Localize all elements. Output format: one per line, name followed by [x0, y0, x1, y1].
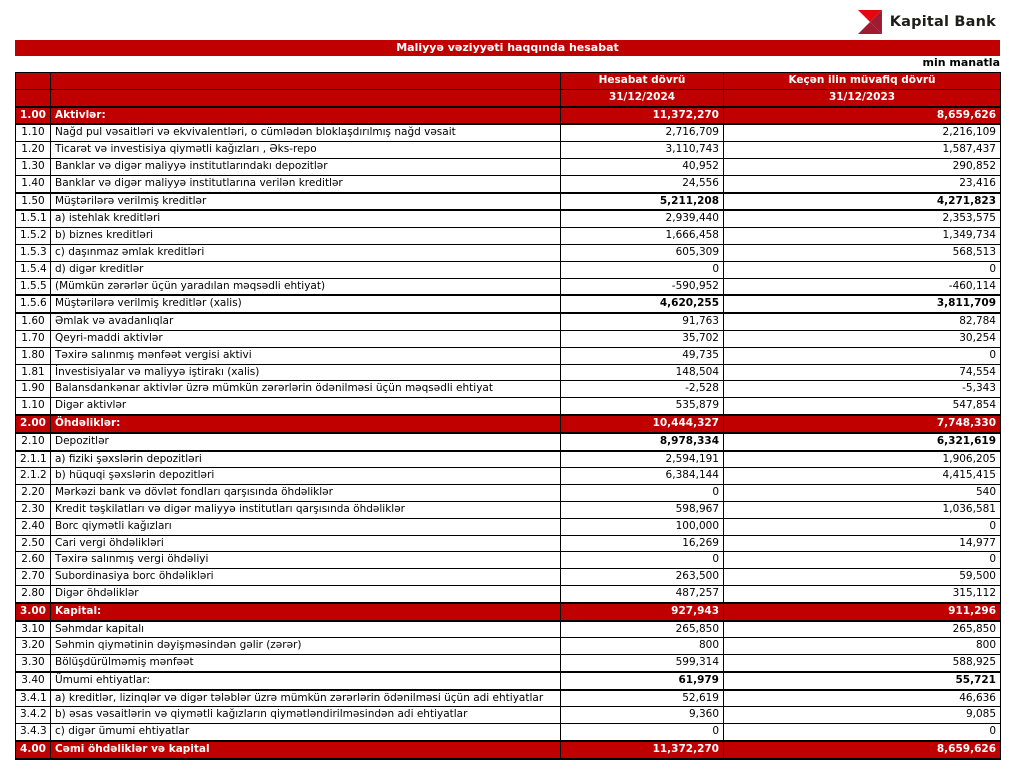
table-row [16, 707, 1001, 724]
row-label: Kapital: [51, 603, 561, 621]
row-number: 1.5.4 [16, 261, 51, 278]
row-value-previous: 23,416 [724, 175, 1001, 192]
table-row [16, 210, 1001, 227]
row-value-current: 0 [561, 552, 724, 569]
row-number: 2.1.2 [16, 468, 51, 485]
row-value-previous: 1,349,734 [724, 228, 1001, 245]
row-value-current: 598,967 [561, 501, 724, 518]
row-label: Mərkəzi bank və dövlət fondları qarşısında öhdəliklər [51, 485, 561, 502]
row-label: Digər öhdəliklər [51, 585, 561, 602]
row-number: 2.80 [16, 585, 51, 602]
row-value-current: 6,384,144 [561, 468, 724, 485]
header-empty-num [16, 73, 51, 90]
row-value-previous: 800 [724, 638, 1001, 655]
row-value-current: 800 [561, 638, 724, 655]
row-number: 3.20 [16, 638, 51, 655]
row-number: 2.00 [16, 415, 51, 433]
row-number: 1.5.3 [16, 244, 51, 261]
row-value-current: 4,620,255 [561, 295, 724, 313]
row-value-current: 927,943 [561, 603, 724, 621]
col-header-current-period: Hesabat dövrü [561, 73, 724, 90]
table-row [16, 468, 1001, 485]
row-number: 1.00 [16, 107, 51, 125]
table-row [16, 228, 1001, 245]
row-value-current: 5,211,208 [561, 193, 724, 211]
row-number: 3.00 [16, 603, 51, 621]
table-row [16, 278, 1001, 295]
row-label: d) digər kreditlər [51, 261, 561, 278]
row-label: Banklar və digər maliyyə institutlarındakı depozitlər [51, 158, 561, 175]
row-value-previous: 540 [724, 485, 1001, 502]
row-value-previous: 7,748,330 [724, 415, 1001, 433]
row-value-current: 487,257 [561, 585, 724, 602]
row-label: Kredit təşkilatları və digər maliyyə institutları qarşısında öhdəliklər [51, 501, 561, 518]
row-value-previous: 0 [724, 347, 1001, 364]
row-number: 2.70 [16, 569, 51, 586]
table-row [16, 364, 1001, 381]
row-value-previous: 0 [724, 552, 1001, 569]
row-number: 4.00 [16, 741, 51, 759]
table-row [16, 313, 1001, 330]
row-number: 1.5.5 [16, 278, 51, 295]
table-row [16, 585, 1001, 602]
row-value-previous: 1,036,581 [724, 501, 1001, 518]
row-label: c) daşınmaz əmlak kreditləri [51, 244, 561, 261]
row-label: Balansdankənar aktivlər üzrə mümkün zərərlərin ödənilməsi üçün məqsədli ehtiyat [51, 381, 561, 398]
header-empty-label [51, 73, 561, 90]
row-value-current: 265,850 [561, 621, 724, 638]
table-row [16, 107, 1001, 125]
row-value-current: 16,269 [561, 535, 724, 552]
header-empty-num [16, 89, 51, 106]
row-value-previous: 8,659,626 [724, 107, 1001, 125]
table-row [16, 672, 1001, 690]
table-row [16, 193, 1001, 211]
row-value-previous: 547,854 [724, 398, 1001, 415]
col-header-previous-period: Keçən ilin müvafiq dövrü [724, 73, 1001, 90]
row-label: Səhmdar kapitalı [51, 621, 561, 638]
row-value-previous: 0 [724, 518, 1001, 535]
header-empty-label [51, 89, 561, 106]
row-label: a) fiziki şəxslərin depozitləri [51, 451, 561, 468]
table-row [16, 175, 1001, 192]
kapital-bank-logo-icon [857, 9, 883, 35]
col-header-previous-date: 31/12/2023 [724, 89, 1001, 106]
row-number: 1.80 [16, 347, 51, 364]
unit-label: min manatla [922, 56, 1000, 69]
row-number: 1.90 [16, 381, 51, 398]
row-number: 2.30 [16, 501, 51, 518]
row-value-current: 8,978,334 [561, 433, 724, 451]
logo-text: Kapital Bank [889, 14, 996, 30]
row-value-current: 61,979 [561, 672, 724, 690]
row-label: Səhmin qiymətinin dəyişməsindən gəlir (zərər) [51, 638, 561, 655]
row-value-previous: 9,085 [724, 707, 1001, 724]
row-label: (Mümkün zərərlər üçün yaradılan məqsədli ehtiyat) [51, 278, 561, 295]
row-label: Təxirə salınmış vergi öhdəliyi [51, 552, 561, 569]
row-number: 2.40 [16, 518, 51, 535]
row-value-current: 52,619 [561, 690, 724, 707]
row-number: 1.30 [16, 158, 51, 175]
row-value-current: 11,372,270 [561, 107, 724, 125]
row-number: 2.20 [16, 485, 51, 502]
row-number: 2.60 [16, 552, 51, 569]
row-label: Ümumi ehtiyatlar: [51, 672, 561, 690]
row-value-current: 91,763 [561, 313, 724, 330]
table-row [16, 655, 1001, 672]
row-label: Cari vergi öhdəlikləri [51, 535, 561, 552]
table-row [16, 621, 1001, 638]
row-label: Ticarət və investisiya qiymətli kağızları , Əks-repo [51, 142, 561, 159]
row-label: Digər aktivlər [51, 398, 561, 415]
table-row [16, 124, 1001, 141]
row-number: 1.10 [16, 124, 51, 141]
row-value-previous: 74,554 [724, 364, 1001, 381]
row-value-previous: 46,636 [724, 690, 1001, 707]
row-label: Subordinasiya borc öhdəlikləri [51, 569, 561, 586]
col-header-current-date: 31/12/2024 [561, 89, 724, 106]
row-value-previous: 1,906,205 [724, 451, 1001, 468]
row-value-current: 10,444,327 [561, 415, 724, 433]
kapital-bank-logo [857, 9, 996, 35]
row-value-current: 1,666,458 [561, 228, 724, 245]
row-value-previous: 6,321,619 [724, 433, 1001, 451]
row-number: 1.81 [16, 364, 51, 381]
row-label: İnvestisiyalar və maliyyə iştirakı (xalis) [51, 364, 561, 381]
row-number: 3.4.3 [16, 724, 51, 741]
row-number: 1.60 [16, 313, 51, 330]
row-value-previous: 2,353,575 [724, 210, 1001, 227]
row-value-current: 0 [561, 261, 724, 278]
row-label: a) kreditlər, lizinqlər və digər tələblər üzrə mümkün zərərlərin ödənilməsi üçün adi ehtiyatlar [51, 690, 561, 707]
row-value-previous: -5,343 [724, 381, 1001, 398]
table-row [16, 501, 1001, 518]
row-label: Banklar və digər maliyyə institutlarına verilən kreditlər [51, 175, 561, 192]
row-label: Qeyri-maddi aktivlər [51, 330, 561, 347]
row-label: b) biznes kreditləri [51, 228, 561, 245]
row-value-current: 11,372,270 [561, 741, 724, 759]
row-number: 2.50 [16, 535, 51, 552]
table-row [16, 433, 1001, 451]
table-row [16, 398, 1001, 415]
table-row [16, 690, 1001, 707]
table-row [16, 142, 1001, 159]
row-value-current: 49,735 [561, 347, 724, 364]
row-value-current: 0 [561, 485, 724, 502]
row-value-previous: 59,500 [724, 569, 1001, 586]
table-row [16, 244, 1001, 261]
row-value-current: 2,939,440 [561, 210, 724, 227]
row-number: 1.10 [16, 398, 51, 415]
row-label: Əmlak və avadanlıqlar [51, 313, 561, 330]
table-row [16, 415, 1001, 433]
row-value-current: 263,500 [561, 569, 724, 586]
row-value-previous: 290,852 [724, 158, 1001, 175]
row-value-previous: 55,721 [724, 672, 1001, 690]
table-header-period-row [16, 73, 1001, 90]
table-row [16, 518, 1001, 535]
row-value-previous: 315,112 [724, 585, 1001, 602]
table-row [16, 724, 1001, 741]
row-value-current: 24,556 [561, 175, 724, 192]
row-value-current: 148,504 [561, 364, 724, 381]
row-label: Müştərilərə verilmiş kreditlər [51, 193, 561, 211]
row-value-current: 100,000 [561, 518, 724, 535]
row-value-previous: 3,811,709 [724, 295, 1001, 313]
row-value-previous: 1,587,437 [724, 142, 1001, 159]
row-label: Nağd pul vəsaitləri və ekvivalentləri, o cümlədən bloklaşdırılmış nağd vəsait [51, 124, 561, 141]
row-label: Cəmi öhdəliklər və kapital [51, 741, 561, 759]
row-value-previous: 2,216,109 [724, 124, 1001, 141]
table-row [16, 295, 1001, 313]
table-row [16, 485, 1001, 502]
row-label: Öhdəliklər: [51, 415, 561, 433]
row-value-previous: 911,296 [724, 603, 1001, 621]
table-row [16, 330, 1001, 347]
row-value-current: 2,716,709 [561, 124, 724, 141]
row-value-current: 9,360 [561, 707, 724, 724]
table-row [16, 535, 1001, 552]
row-value-current: 0 [561, 724, 724, 741]
row-number: 1.5.1 [16, 210, 51, 227]
row-label: c) digər ümumi ehtiyatlar [51, 724, 561, 741]
table-header-date-row [16, 89, 1001, 106]
row-value-current: 35,702 [561, 330, 724, 347]
table-row [16, 638, 1001, 655]
row-number: 1.5.6 [16, 295, 51, 313]
row-value-current: 535,879 [561, 398, 724, 415]
row-number: 3.4.1 [16, 690, 51, 707]
financial-position-table [15, 72, 1001, 760]
row-number: 2.10 [16, 433, 51, 451]
row-value-previous: 588,925 [724, 655, 1001, 672]
row-label: b) əsas vəsaitlərin və qiymətli kağızların qiymətləndirilməsindən adi ehtiyatlar [51, 707, 561, 724]
table-row [16, 552, 1001, 569]
row-number: 1.5.2 [16, 228, 51, 245]
table-row [16, 158, 1001, 175]
table-row [16, 451, 1001, 468]
row-number: 2.1.1 [16, 451, 51, 468]
row-value-previous: -460,114 [724, 278, 1001, 295]
row-number: 1.20 [16, 142, 51, 159]
row-label: Depozitlər [51, 433, 561, 451]
row-number: 1.70 [16, 330, 51, 347]
row-label: Müştərilərə verilmiş kreditlər (xalis) [51, 295, 561, 313]
row-label: Borc qiymətli kağızları [51, 518, 561, 535]
row-value-current: 2,594,191 [561, 451, 724, 468]
report-title: Maliyyə vəziyyəti haqqında hesabat [15, 40, 1000, 56]
row-number: 3.10 [16, 621, 51, 638]
row-number: 3.4.2 [16, 707, 51, 724]
row-value-previous: 265,850 [724, 621, 1001, 638]
row-value-previous: 0 [724, 261, 1001, 278]
row-number: 1.40 [16, 175, 51, 192]
row-number: 3.30 [16, 655, 51, 672]
row-value-current: 40,952 [561, 158, 724, 175]
row-value-previous: 14,977 [724, 535, 1001, 552]
table-row [16, 569, 1001, 586]
row-label: b) hüquqi şəxslərin depozitləri [51, 468, 561, 485]
row-value-current: -590,952 [561, 278, 724, 295]
row-number: 3.40 [16, 672, 51, 690]
table-row [16, 741, 1001, 759]
row-value-current: 3,110,743 [561, 142, 724, 159]
row-value-previous: 0 [724, 724, 1001, 741]
row-value-previous: 4,271,823 [724, 193, 1001, 211]
row-value-previous: 30,254 [724, 330, 1001, 347]
row-value-current: -2,528 [561, 381, 724, 398]
row-label: Aktivlər: [51, 107, 561, 125]
row-value-previous: 82,784 [724, 313, 1001, 330]
row-value-previous: 568,513 [724, 244, 1001, 261]
row-value-current: 599,314 [561, 655, 724, 672]
table-row [16, 347, 1001, 364]
table-row [16, 261, 1001, 278]
row-label: Təxirə salınmış mənfəət vergisi aktivi [51, 347, 561, 364]
row-value-previous: 8,659,626 [724, 741, 1001, 759]
row-number: 1.50 [16, 193, 51, 211]
row-value-current: 605,309 [561, 244, 724, 261]
table-row [16, 603, 1001, 621]
row-label: a) istehlak kreditləri [51, 210, 561, 227]
table-row [16, 381, 1001, 398]
row-value-previous: 4,415,415 [724, 468, 1001, 485]
row-label: Bölüşdürülməmiş mənfəət [51, 655, 561, 672]
